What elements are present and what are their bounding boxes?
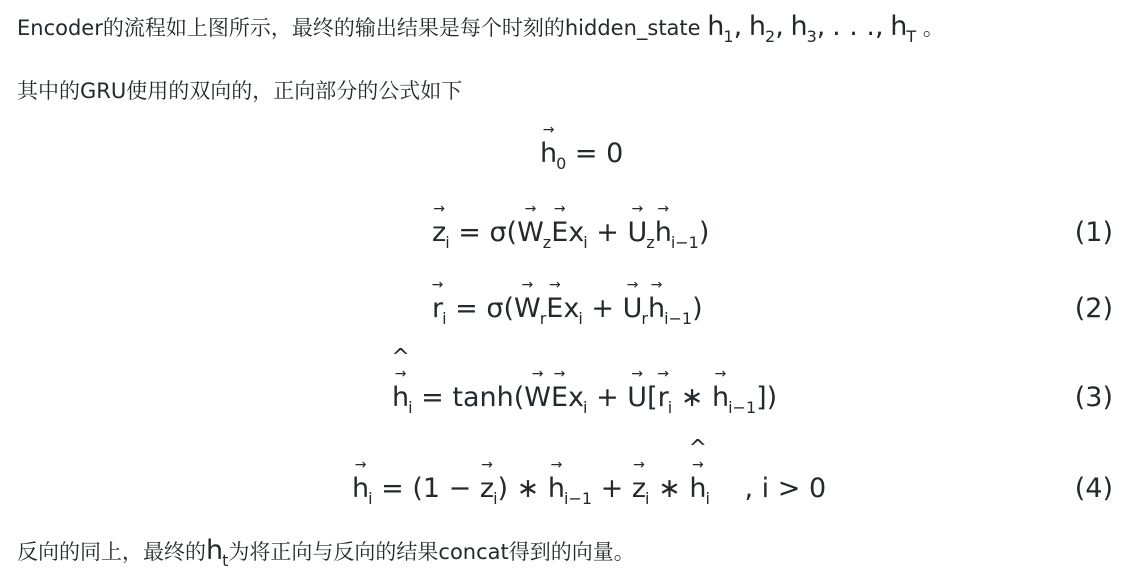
equation-2 <box>431 277 703 329</box>
x-symbol: x <box>563 293 580 324</box>
E-vector: → E <box>551 201 569 248</box>
U-vector: → U <box>627 201 648 248</box>
U-vector: → U <box>622 277 643 324</box>
equation-tag-3: (3) <box>1074 382 1113 413</box>
comma: , <box>816 11 826 42</box>
sub: 0 <box>556 154 567 173</box>
star-op: ∗ <box>516 473 540 504</box>
W-vector: → W <box>524 366 551 413</box>
h1-symbol: $h_1$ <box>707 11 734 46</box>
sub: i <box>645 489 650 508</box>
sub: i <box>583 398 588 417</box>
sub: i−1 <box>728 398 757 417</box>
W-vector: → W <box>514 277 541 324</box>
sub: i−1 <box>564 489 593 508</box>
h-vector: → h <box>654 201 672 248</box>
close-paren: ) <box>692 293 703 324</box>
U-vector: → U <box>627 366 648 413</box>
eq3-op: = tanh( <box>421 382 525 413</box>
h-hat-vector: ^ → h <box>688 436 708 504</box>
h0-vector: → h <box>540 122 558 169</box>
equation-4 <box>352 436 827 509</box>
h-hat-vector: ^ → h <box>391 345 410 413</box>
E-vector: → E <box>550 366 569 413</box>
hT-symbol: $h_T$ <box>890 11 917 46</box>
outro-after: 为将正向与反向的结果concat得到的向量。 <box>228 540 635 564</box>
open-bracket: [ <box>647 382 658 413</box>
sub: z <box>542 233 552 252</box>
h-vector: → h <box>352 457 370 504</box>
plus: + <box>591 293 615 324</box>
equation-tag-4: (4) <box>1074 473 1113 504</box>
E-vector: → E <box>546 277 564 324</box>
eq2-op: = σ( <box>455 293 515 324</box>
eq0-rhs: = 0 <box>574 138 624 169</box>
h-vector: → h <box>647 277 666 324</box>
equation-0 <box>540 122 624 174</box>
sub: r <box>539 309 547 328</box>
ht-symbol: $h_t$ <box>206 535 229 570</box>
sub: i−1 <box>670 233 699 252</box>
sub: i <box>368 489 373 508</box>
intro-paragraph <box>17 12 944 45</box>
sub: i <box>705 489 710 508</box>
sub: i <box>583 233 588 252</box>
sub: i <box>442 309 447 328</box>
eq1-op: = σ( <box>458 217 518 248</box>
r-vector: → r <box>431 277 444 324</box>
h-vector: → h <box>711 366 730 413</box>
h2-symbol: $h_2$ <box>748 11 776 46</box>
sub: i <box>445 233 450 252</box>
outro-paragraph <box>17 536 635 569</box>
equation-tag-1: (1) <box>1074 217 1113 248</box>
z-vector: → z <box>432 201 447 248</box>
plus: + <box>596 217 619 248</box>
gru-paragraph: 其中的GRU使用的双向的，正向部分的公式如下 <box>17 79 463 103</box>
close-bracket: ]) <box>756 382 778 413</box>
z-vector: → z <box>479 457 495 504</box>
intro-text: Encoder的流程如上图所示，最终的输出结果是每个时刻的hidden_state <box>17 16 701 40</box>
h-vector: → h <box>547 457 566 504</box>
r-vector: → r <box>657 366 670 413</box>
outro-before: 反向的同上，最终的 <box>17 540 206 564</box>
sub: i <box>667 398 673 417</box>
x-symbol: x <box>568 217 585 248</box>
star-op: ∗ <box>680 382 704 413</box>
comma: , <box>775 11 784 42</box>
equation-3 <box>391 345 778 418</box>
close-paren: ) <box>698 217 710 248</box>
intro-end: 。 <box>922 16 944 40</box>
comma: , <box>733 11 743 42</box>
h3-symbol: $h_3$ <box>790 11 817 46</box>
star-op: ∗ <box>658 473 681 504</box>
sub: i−1 <box>664 309 693 328</box>
plus: + <box>600 473 624 504</box>
plus: + <box>596 382 619 413</box>
eq4-op: = (1 − <box>381 473 472 504</box>
sub: r <box>641 309 648 328</box>
sub: i <box>408 398 413 417</box>
ellipsis: . . . <box>832 11 875 42</box>
sub: z <box>646 233 655 252</box>
sub: i <box>578 309 583 328</box>
z-vector: → z <box>631 457 647 504</box>
close-paren: ) <box>497 473 509 504</box>
W-vector: → W <box>517 201 544 248</box>
sub: i <box>493 489 498 508</box>
equation-tag-2: (2) <box>1074 293 1113 324</box>
equation-1 <box>432 201 710 253</box>
x-symbol: x <box>568 382 585 413</box>
comma: , <box>874 11 884 42</box>
condition: , i > 0 <box>744 473 827 504</box>
